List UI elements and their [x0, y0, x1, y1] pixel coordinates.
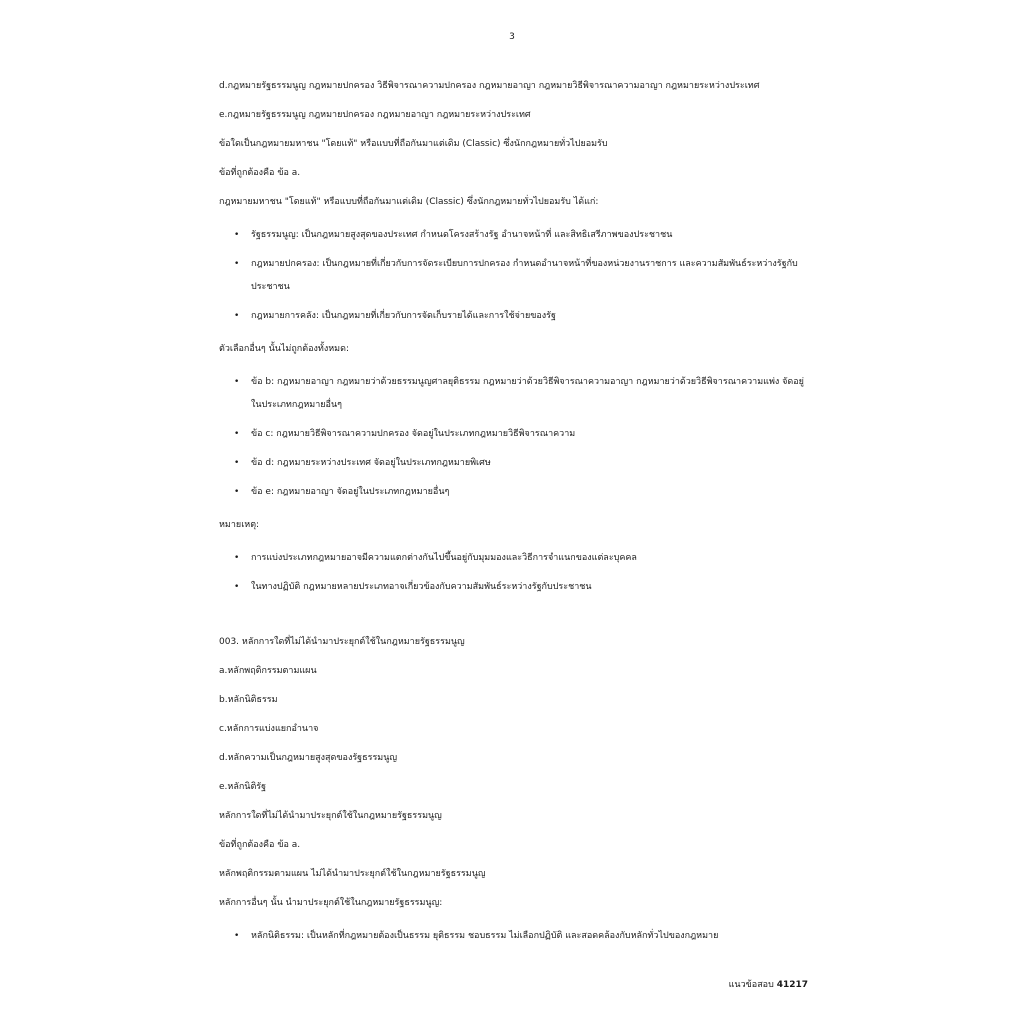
- list-item: [219, 481, 809, 504]
- q2-note-list: [219, 547, 809, 599]
- list-item: [219, 452, 809, 475]
- list-item-text: ข้อ d: กฎหมายระหว่างประเทศ จัดอยู่ในประเภทกฎหมายพิเศษ: [251, 458, 491, 468]
- list-item: [219, 224, 809, 247]
- list-item-text: หลักนิติธรรม: เป็นหลักที่กฎหมายต้องเป็นธรรม ยุติธรรม ชอบธรรม ไม่เลือกปฏิบัติ และสอดคล้องกับหลักทั่วไปของกฎหมาย: [251, 931, 719, 941]
- footer-label: แนวข้อสอบ: [728, 980, 774, 990]
- q3-answer-explain: หลักพฤติกรรมตามแผน ไม่ได้นำมาประยุกต์ใช้ในกฎหมายรัฐธรรมนูญ: [219, 869, 486, 879]
- bullet-icon: •: [234, 458, 240, 468]
- q3-option-d: d.หลักความเป็นกฎหมายสูงสุดของรัฐธรรมนูญ: [219, 753, 398, 763]
- page-number: 3: [509, 32, 515, 42]
- q2-note-label: หมายเหตุ:: [219, 520, 260, 530]
- bullet-icon: •: [234, 487, 240, 497]
- q3-others-intro: หลักการอื่นๆ นั้น นำมาประยุกต์ใช้ในกฎหมายรัฐธรรมนูญ:: [219, 898, 443, 908]
- section-spacer: [219, 613, 809, 635]
- q3-option-c: c.หลักการแบ่งแยกอำนาจ: [219, 724, 319, 734]
- q2-option-d: d.กฎหมายรัฐธรรมนูญ กฎหมายปกครอง วิธีพิจารณาความปกครอง กฎหมายอาญา กฎหมายวิธีพิจารณาความอาญา กฎหมายระหว่างประเทศ: [219, 81, 760, 91]
- footer-code: 41217: [776, 980, 808, 990]
- q2-answer: ข้อที่ถูกต้องคือ ข้อ a.: [219, 168, 301, 178]
- q3-answer: ข้อที่ถูกต้องคือ ข้อ a.: [219, 840, 301, 850]
- footer: [729, 977, 808, 991]
- list-item-text: ข้อ e: กฎหมายอาญา จัดอยู่ในประเภทกฎหมายอื่นๆ: [251, 487, 450, 497]
- bullet-icon: •: [234, 429, 240, 439]
- list-item: [219, 547, 809, 570]
- list-item-text: ในทางปฏิบัติ กฎหมายหลายประเภทอาจเกี่ยวข้องกับความสัมพันธ์ระหว่างรัฐกับประชาชน: [251, 582, 592, 592]
- q3-option-a: a.หลักพฤติกรรมตามแผน: [219, 666, 317, 676]
- q3-question: 003. หลักการใดที่ไม่ได้นำมาประยุกต์ใช้ในกฎหมายรัฐธรรมนูญ: [219, 637, 465, 647]
- bullet-icon: •: [234, 259, 240, 269]
- list-item-text: กฎหมายปกครอง: เป็นกฎหมายที่เกี่ยวกับการจัดระเบียบการปกครอง กำหนดอำนาจหน้าที่ของหน่วยงานราชการ และความสัมพันธ์ระหว่างรัฐกับประชาชน: [251, 259, 798, 292]
- list-item-text: รัฐธรรมนูญ: เป็นกฎหมายสูงสุดของประเทศ กำหนดโครงสร้างรัฐ อำนาจหน้าที่ และสิทธิเสรีภาพของประชาชน: [251, 230, 673, 240]
- q3-option-e: e.หลักนิติรัฐ: [219, 782, 267, 792]
- document-body: [219, 79, 809, 962]
- list-item: [219, 576, 809, 599]
- q2-option-e: e.กฎหมายรัฐธรรมนูญ กฎหมายปกครอง กฎหมายอาญา กฎหมายระหว่างประเทศ: [219, 110, 531, 120]
- q3-others-list: [219, 925, 809, 948]
- list-item: [219, 305, 809, 328]
- list-item-text: กฎหมายการคลัง: เป็นกฎหมายที่เกี่ยวกับการจัดเก็บรายได้และการใช้จ่ายของรัฐ: [251, 311, 556, 321]
- q2-others-intro: ตัวเลือกอื่นๆ นั้นไม่ถูกต้องทั้งหมด:: [219, 344, 349, 354]
- bullet-icon: •: [234, 311, 240, 321]
- bullet-icon: •: [234, 230, 240, 240]
- bullet-icon: •: [234, 553, 240, 563]
- bullet-icon: •: [234, 377, 240, 387]
- q3-question-repeat: หลักการใดที่ไม่ได้นำมาประยุกต์ใช้ในกฎหมายรัฐธรรมนูญ: [219, 811, 442, 821]
- bullet-icon: •: [234, 931, 240, 941]
- q2-explanation-intro: กฎหมายมหาชน "โดยแท้" หรือแบบที่ถือกันมาแต่เดิม (Classic) ซึ่งนักกฎหมายทั่วไปยอมรับ ได้แก่:: [219, 197, 599, 207]
- list-item: [219, 925, 809, 948]
- q2-others-list: [219, 371, 809, 504]
- list-item-text: ข้อ c: กฎหมายวิธีพิจารณาความปกครอง จัดอยู่ในประเภทกฎหมายวิธีพิจารณาความ: [251, 429, 576, 439]
- q3-option-b: b.หลักนิติธรรม: [219, 695, 278, 705]
- list-item-text: ข้อ b: กฎหมายอาญา กฎหมายว่าด้วยธรรมนูญศาลยุติธรรม กฎหมายว่าด้วยวิธีพิจารณาความอาญา กฎหมายว่าด้วยวิธีพิจารณาความแพ่ง จัดอยู่ในประเภทกฎหมายอื่นๆ: [251, 377, 804, 410]
- q2-explanation-list: [219, 224, 809, 328]
- bullet-icon: •: [234, 582, 240, 592]
- list-item-text: การแบ่งประเภทกฎหมายอาจมีความแตกต่างกันไปขึ้นอยู่กับมุมมองและวิธีการจำแนกของแต่ละบุคคล: [251, 553, 637, 563]
- list-item: [219, 423, 809, 446]
- list-item: [219, 253, 811, 299]
- q2-question-repeat: ข้อใดเป็นกฎหมายมหาชน "โดยแท้" หรือแบบที่ถือกันมาแต่เดิม (Classic) ซึ่งนักกฎหมายทั่วไปยอมรับ: [219, 139, 608, 149]
- list-item: [219, 371, 811, 417]
